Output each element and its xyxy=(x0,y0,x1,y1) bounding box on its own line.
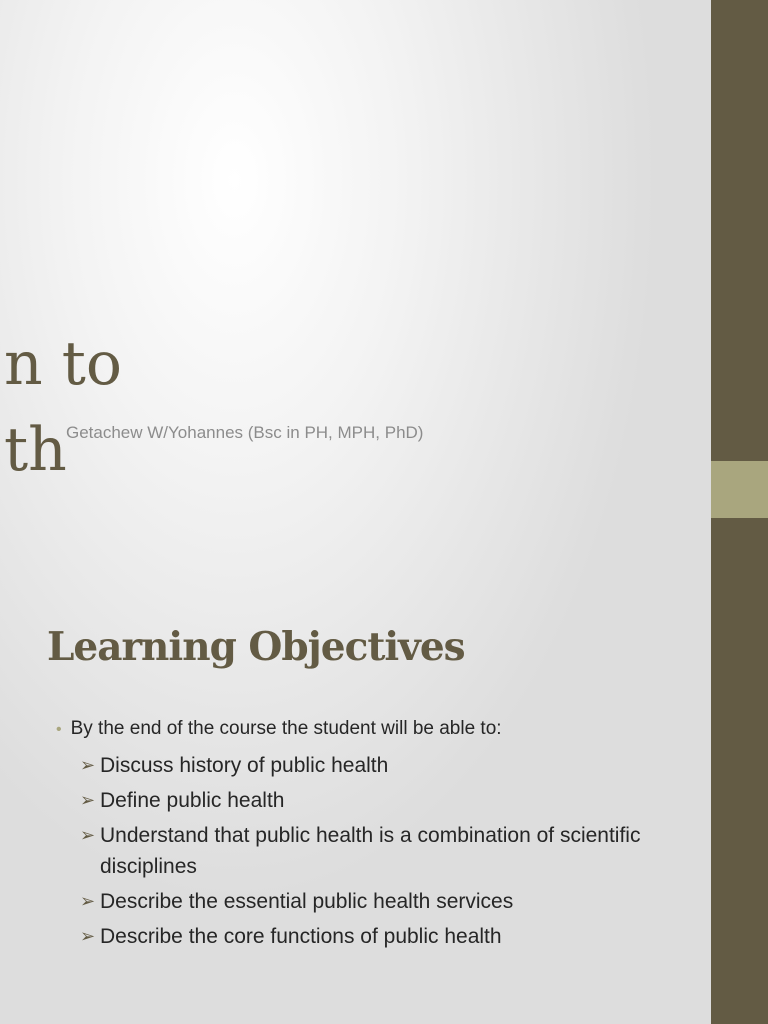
objective-text: Discuss history of public health xyxy=(100,754,389,777)
arrow-bullet-icon: ➢ xyxy=(80,891,96,911)
slide-sidebar-bar xyxy=(711,0,768,1024)
slide-subtitle-author: Getachew W/Yohannes (Bsc in PH, MPH, PhD) xyxy=(66,423,424,442)
objective-text: Define public health xyxy=(100,789,285,812)
objective-item xyxy=(80,886,700,917)
objective-text: Describe the core functions of public health xyxy=(100,925,502,948)
objective-item xyxy=(80,750,700,781)
objective-item xyxy=(80,921,700,952)
arrow-bullet-icon: ➢ xyxy=(80,755,96,775)
slide-title-line-1: n to xyxy=(4,329,122,399)
sidebar-accent-block xyxy=(711,461,768,518)
intro-bullet-item xyxy=(56,718,502,740)
objective-item xyxy=(80,785,700,816)
objectives-list xyxy=(80,750,700,956)
intro-text: By the end of the course the student will be able to: xyxy=(70,718,502,739)
objective-text: Understand that public health is a combination of scientific disciplines xyxy=(100,824,641,878)
bullet-icon: • xyxy=(56,721,62,738)
objective-item xyxy=(80,820,700,882)
objective-text: Describe the essential public health services xyxy=(100,890,514,913)
arrow-bullet-icon: ➢ xyxy=(80,825,96,845)
learning-objectives-heading: Learning Objectives xyxy=(47,624,465,670)
arrow-bullet-icon: ➢ xyxy=(80,790,96,810)
arrow-bullet-icon: ➢ xyxy=(80,926,96,946)
slide-title-line-2: th xyxy=(4,415,67,485)
